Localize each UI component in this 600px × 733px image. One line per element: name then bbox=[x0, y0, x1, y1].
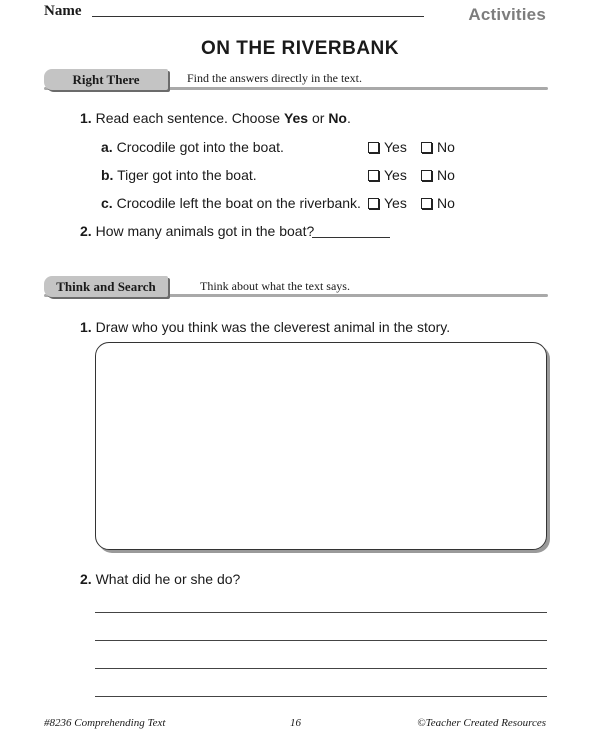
yes-option-b[interactable] bbox=[368, 167, 407, 183]
no-option-a[interactable] bbox=[421, 139, 455, 155]
checkbox-icon[interactable] bbox=[368, 198, 379, 209]
statement-c bbox=[101, 195, 361, 211]
option-label: Yes bbox=[384, 167, 407, 183]
prompt-text: or bbox=[308, 110, 329, 126]
question-1-prompt bbox=[80, 110, 351, 126]
page-title: ON THE RIVERBANK bbox=[200, 38, 399, 59]
yes-word: Yes bbox=[283, 110, 309, 126]
no-option-b[interactable] bbox=[421, 167, 455, 183]
question-number: 1. bbox=[80, 110, 92, 126]
what-did-question-prompt bbox=[80, 571, 240, 587]
statement-letter: a. bbox=[101, 139, 113, 155]
statement-letter: c. bbox=[101, 195, 113, 211]
statement-text: Tiger got into the boat. bbox=[117, 167, 257, 183]
section-instruction: Find the answers directly in the text. bbox=[187, 71, 362, 85]
prompt-text: Read each sentence. Choose bbox=[95, 110, 284, 126]
writing-line[interactable] bbox=[95, 640, 547, 641]
option-label: No bbox=[437, 167, 455, 183]
option-label: No bbox=[437, 195, 455, 211]
option-label: No bbox=[437, 139, 455, 155]
section-tab-right-there bbox=[44, 69, 168, 90]
statement-text: Crocodile got into the boat. bbox=[116, 139, 284, 155]
statement-letter: b. bbox=[101, 167, 114, 183]
checkbox-icon[interactable] bbox=[368, 142, 379, 153]
checkbox-icon[interactable] bbox=[368, 170, 379, 181]
question-2-prompt bbox=[80, 223, 314, 239]
yes-option-c[interactable] bbox=[368, 195, 407, 211]
question-number: 1. bbox=[80, 319, 92, 335]
section-tab-label: Think and Search bbox=[56, 278, 156, 294]
footer-page-number: 16 bbox=[290, 717, 301, 729]
prompt-text: . bbox=[346, 110, 351, 126]
statement-b bbox=[101, 167, 257, 183]
name-field-line[interactable] bbox=[92, 16, 424, 17]
section-tab-label: Right There bbox=[72, 71, 140, 87]
checkbox-icon[interactable] bbox=[421, 142, 432, 153]
footer-book-title: #8236 Comprehending Text bbox=[44, 717, 166, 729]
footer-copyright: ©Teacher Created Resources bbox=[417, 717, 546, 729]
statement-a bbox=[101, 139, 284, 155]
statement-text: Crocodile left the boat on the riverbank. bbox=[116, 195, 361, 211]
writing-line[interactable] bbox=[95, 612, 547, 613]
section-tab-think-and-search bbox=[44, 276, 168, 297]
option-label: Yes bbox=[384, 195, 407, 211]
prompt-text: How many animals got in the boat? bbox=[95, 223, 315, 239]
draw-question-prompt bbox=[80, 319, 450, 335]
question-number: 2. bbox=[80, 571, 92, 587]
question-number: 2. bbox=[80, 223, 92, 239]
activities-label: Activities bbox=[468, 5, 546, 24]
yes-option-a[interactable] bbox=[368, 139, 407, 155]
section-instruction: Think about what the text says. bbox=[200, 279, 350, 293]
name-label: Name bbox=[44, 3, 82, 19]
drawing-box[interactable] bbox=[95, 342, 547, 550]
no-option-c[interactable] bbox=[421, 195, 455, 211]
checkbox-icon[interactable] bbox=[421, 198, 432, 209]
writing-line[interactable] bbox=[95, 696, 547, 697]
no-word: No bbox=[328, 110, 347, 126]
writing-line[interactable] bbox=[95, 668, 547, 669]
prompt-text: Draw who you think was the cleverest animal in the story. bbox=[95, 319, 451, 335]
answer-blank[interactable] bbox=[312, 237, 390, 238]
option-label: Yes bbox=[384, 139, 407, 155]
checkbox-icon[interactable] bbox=[421, 170, 432, 181]
prompt-text: What did he or she do? bbox=[95, 571, 241, 587]
